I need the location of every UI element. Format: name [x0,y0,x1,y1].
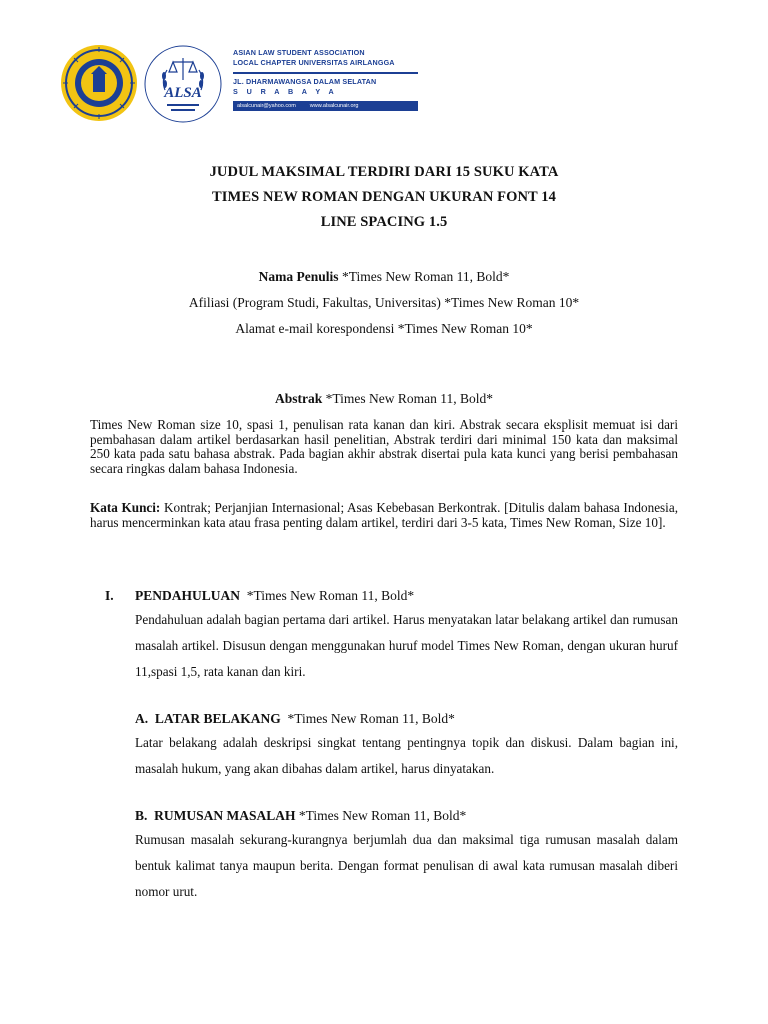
section-1-note: *Times New Roman 11, Bold* [240,588,415,603]
author-email: Alamat e-mail korespondensi *Times New Roman 10* [235,321,533,336]
author-name-line [0,268,768,285]
contact-website: www.alsalcunair.org [309,103,359,109]
title-line-2: TIMES NEW ROMAN DENGAN UKURAN FONT 14 [212,189,556,205]
org-address: JL. DHARMAWANGSA DALAM SELATAN [233,77,377,86]
letterhead-divider [233,72,418,74]
author-affiliation: Afiliasi (Program Studi, Fakultas, Universitas) *Times New Roman 10* [188,295,580,310]
subsection-b-note: *Times New Roman 11, Bold* [295,808,467,823]
subsection-b-body: Rumusan masalah sekurang-kurangnya berjumlah dua dan maksimal tiga rumusan masalah dalam bentuk kalimat tanya maupun berita. Dengan format penulisan di awal kata rumusan masalah diberi nomor urut. [135,832,678,899]
letterhead-text [233,48,418,111]
org-name: ASIAN LAW STUDENT ASSOCIATION [233,48,365,57]
section-1-number: I. [105,588,114,603]
title-line-1: JUDUL MAKSIMAL TERDIRI DARI 15 SUKU KATA [209,164,559,180]
keywords-text: Kontrak; Perjanjian Internasional; Asas Kebebasan Berkontrak. [Ditulis dalam bahasa Indonesia, harus mencerminkan kata atau frasa penting dalam artikel, terdiri dari 3-5 kata, Times New Roman, Size 10]. [90,500,679,530]
subsection-b-heading [135,808,466,824]
subsection-a-note: *Times New Roman 11, Bold* [280,711,455,726]
author-name-label: Nama Penulis [258,269,339,284]
subsection-a-heading [135,711,455,727]
svg-text:ALSA: ALSA [164,85,202,101]
subsection-b-title: B. RUMUSAN MASALAH [135,808,296,823]
contact-email: alsalcunair@yahoo.com [237,103,296,109]
university-seal-logo [60,44,138,122]
subsection-a-body: Latar belakang adalah deskripsi singkat tentang pentingnya topik dan diskusi. Dalam bagian ini, masalah hukum, yang akan dibahas dalam artikel, harus dinyatakan. [135,735,678,776]
abstract-body: Times New Roman size 10, spasi 1, penulisan rata kanan dan kiri. Abstrak secara eksplisit memuat isi dari pembahasan dalam artikel berdasarkan hasil penelitian, Abstrak terdiri dari minimal 150 kata dan maksimal 250 kata pada satu bahasa abstrak. Pada bagian akhir abstrak disertai pula kata kunci yang berisi pembahasan secara ringkas dalam bahasa Indonesia. [90,417,678,476]
keywords-paragraph [90,501,678,530]
abstract-heading-note: *Times New Roman 11, Bold* [322,391,494,406]
subsection-a-title: A. LATAR BELAKANG [135,711,281,726]
abstract-heading-label: Abstrak [274,391,323,406]
abstract-heading [0,390,768,407]
chapter-name: LOCAL CHAPTER UNIVERSITAS AIRLANGGA [233,58,395,67]
alsa-logo [143,44,223,124]
title-line-3: LINE SPACING 1.5 [320,214,448,230]
author-name-note: *Times New Roman 11, Bold* [338,269,510,284]
contact-bar [233,101,418,111]
section-1-heading [105,588,414,604]
paper-title [0,160,768,235]
section-1-body: Pendahuluan adalah bagian pertama dari artikel. Harus menyatakan latar belakang artikel dan rumusan masalah artikel. Disusun dengan menggunakan huruf model Times New Roman, dengan ukuran huruf 11,spasi 1,5, rata kanan dan kiri. [135,612,678,679]
org-city: S U R A B A Y A [233,87,338,96]
section-1-title: PENDAHULUAN [135,588,241,603]
keywords-label: Kata Kunci: [90,500,161,515]
